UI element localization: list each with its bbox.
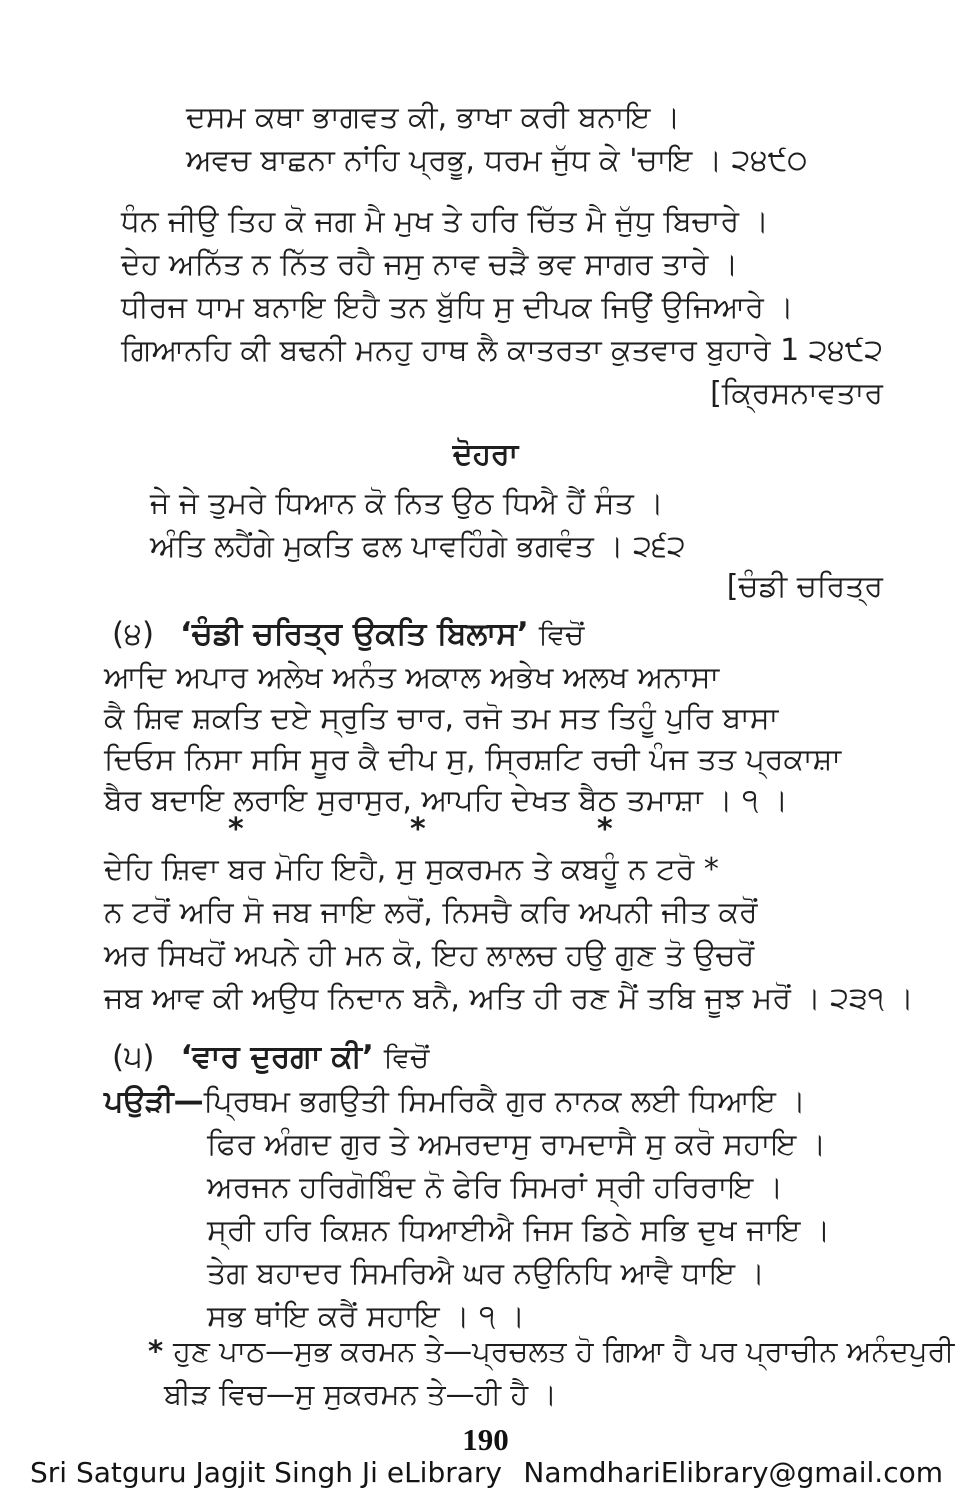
pauri-var-durga xyxy=(104,1080,830,1338)
verse-line: ਆਦਿ ਅਪਾਰ ਅਲੇਖ ਅਨੰਤ ਅਕਾਲ ਅਭੇਖ ਅਲਖ ਅਨਾਸਾ xyxy=(104,660,720,695)
verse-line xyxy=(104,1080,830,1123)
section-number: (੫) xyxy=(112,1039,155,1075)
verse-line: ਅਵਚ ਬਾਛਨਾ ਨਾਂਹਿ ਪ੍ਰਭੂ, ਧਰਮ ਜੁੱਧ ਕੇ 'ਚਾਇ । ੨੪੯੦ xyxy=(186,143,808,178)
footer-library-name: Sri Satguru Jagjit Singh Ji eLibrary xyxy=(30,1456,502,1489)
verse-line: ਜੇ ਜੇ ਤੁਮਰੇ ਧਿਆਨ ਕੋ ਨਿਤ ਉਠ ਧਿਐ ਹੈਂ ਸੰਤ । xyxy=(150,486,664,521)
verse-line: ਨ ਟਰੋਂ ਅਰਿ ਸੋ ਜਬ ਜਾਇ ਲਰੋਂ, ਨਿਸਚੈ ਕਰਿ ਅਪਨੀ ਜੀਤ ਕਰੋਂ xyxy=(104,895,758,930)
footer-email: NamdhariElibrary@gmail.com xyxy=(523,1456,943,1489)
couplet-dohra xyxy=(150,482,686,568)
pauri-label: ਪਉੜੀ— xyxy=(104,1084,204,1119)
verse-line: ਦੇਹਿ ਸ਼ਿਵਾ ਬਰ ਮੋਹਿ ਇਹੈ, ਸੁ ਸੁਕਰਮਨ ਤੇ ਕਬਹੂੰ ਨ ਟਰੋ * xyxy=(104,852,719,887)
section-title: ‘ਵਾਰ ਦੁਰਗਾ ਕੀ’ xyxy=(180,1039,374,1075)
footnote-line xyxy=(148,1330,954,1373)
verse-line: ਦੇਹ ਅਨਿੱਤ ਨ ਨਿੱਤ ਰਹੈ ਜਸੁ ਨਾਵ ਚੜੈ ਭਵ ਸਾਗਰ ਤਾਰੇ । xyxy=(121,247,739,282)
section-suffix: ਵਿਚੋਂ xyxy=(538,618,585,651)
verse-line: ਸ੍ਰੀ ਹਰਿ ਕਿਸ਼ਨ ਧਿਆਈਐ ਜਿਸ ਡਿਠੇ ਸਭਿ ਦੁਖ ਜਾਇ । xyxy=(207,1213,831,1248)
verse-dehi-shiva xyxy=(104,848,914,1020)
pauri-first-line: ਪ੍ਰਿਥਮ ਭਗਉਤੀ ਸਿਮਰਿਕੈ ਗੁਰ ਨਾਨਕ ਲਈ ਧਿਆਇ । xyxy=(203,1084,806,1119)
section-number: (੪) xyxy=(112,616,155,652)
page-number: 190 xyxy=(462,1422,509,1457)
quatrain-dhan-jio xyxy=(121,200,883,372)
section-title: ‘ਚੰਡੀ ਚਰਿਤ੍ਰ ਉਕਤਿ ਬਿਲਾਸ’ xyxy=(180,616,529,652)
verse-line: ਧੀਰਜ ਧਾਮ ਬਨਾਇ ਇਹੈ ਤਨ ਬੁੱਧਿ ਸੁ ਦੀਪਕ ਜਿਉਂ ਉਜਿਆਰੇ । xyxy=(121,290,794,325)
verse-line: ਅੰਤਿ ਲਹੈਂਗੇ ਮੁਕਤਿ ਫਲ ਪਾਵਹਿੰਗੇ ਭਗਵੰਤ । ੨੬੨ xyxy=(150,529,686,564)
dohra-heading: ਦੋਹਰਾ xyxy=(452,437,519,472)
footnote xyxy=(148,1330,954,1416)
couplet-dasam-katha xyxy=(186,96,807,182)
verse-aad-apaar xyxy=(104,657,841,821)
verse-line: ਤੇਗ ਬਹਾਦਰ ਸਿਮਰਿਐ ਘਰ ਨਉਨਿਧਿ ਆਵੈ ਧਾਇ । xyxy=(207,1256,765,1291)
source-attribution-chandi-charitra: [ਚੰਡੀ ਚਰਿਤ੍ਰ xyxy=(726,569,883,604)
section-4-heading xyxy=(112,613,584,656)
verse-line: ਦਿਓਸ ਨਿਸਾ ਸਸਿ ਸੂਰ ਕੈ ਦੀਪ ਸੁ, ਸ੍ਰਿਸ਼ਟਿ ਰਚੀ ਪੰਜ ਤਤ ਪ੍ਰਕਾਸ਼ਾ xyxy=(104,742,842,777)
verse-line: ਧੰਨ ਜੀਉ ਤਿਹ ਕੋ ਜਗ ਮੈ ਮੁਖ ਤੇ ਹਰਿ ਚਿੱਤ ਮੈ ਜੁੱਧੁ ਬਿਚਾਰੇ । xyxy=(121,204,769,239)
verse-line: ਸਭ ਥਾਂਇ ਕਰੈਂ ਸਹਾਇ । ੧ । xyxy=(207,1299,526,1334)
verse-line: ਅਰ ਸਿਖਹੋਂ ਅਪਨੇ ਹੀ ਮਨ ਕੋ, ਇਹ ਲਾਲਚ ਹਉ ਗੁਣ ਤੋ ਉਚਰੋਂ xyxy=(104,938,755,973)
footnote-asterisk: * xyxy=(148,1334,164,1368)
asterisk-mark: * xyxy=(597,812,613,847)
asterisk-mark: * xyxy=(410,812,426,847)
source-attribution-krisanavtar: [ਕ੍ਰਿਸਨਾਵਤਾਰ xyxy=(710,376,883,411)
footnote-line: ਬੀੜ ਵਿਚ—ਸੁ ਸੁਕਰਮਨ ਤੇ—ਹੀ ਹੈ । xyxy=(164,1377,557,1411)
verse-line: ਦਸਮ ਕਥਾ ਭਾਗਵਤ ਕੀ, ਭਾਖਾ ਕਰੀ ਬਨਾਇ । xyxy=(186,100,681,135)
verse-line: ਅਰਜਨ ਹਰਿਗੋਬਿੰਦ ਨੋ ਫੇਰਿ ਸਿਮਰਾਂ ਸ੍ਰੀ ਹਰਿਰਾਇ । xyxy=(207,1170,784,1205)
verse-line: ਫਿਰ ਅੰਗਦ ਗੁਰ ਤੇ ਅਮਰਦਾਸੁ ਰਾਮਦਾਸੈ ਸੁ ਕਰੋ ਸਹਾਇ । xyxy=(207,1127,827,1162)
verse-line: ਜਬ ਆਵ ਕੀ ਅਉਧ ਨਿਦਾਨ ਬਨੈ, ਅਤਿ ਹੀ ਰਣ ਮੈਂ ਤਬਿ ਜੂਝ ਮਰੋਂ । ੨੩੧ । xyxy=(104,981,914,1016)
asterisk-mark: * xyxy=(228,812,244,847)
verse-line: ਗਿਆਨਹਿ ਕੀ ਬਢਨੀ ਮਨਹੁ ਹਾਥ ਲੈ ਕਾਤਰਤਾ ਕੁਤਵਾਰ ਬੁਹਾਰੇ 1 ੨੪੯੨ xyxy=(121,333,884,368)
section-suffix: ਵਿਚੋਂ xyxy=(383,1041,430,1074)
verse-line: ਕੈ ਸ਼ਿਵ ਸ਼ਕਤਿ ਦਏ ਸ੍ਰੁਤਿ ਚਾਰ, ਰਜੋ ਤਮ ਸਤ ਤਿਹੂੰ ਪੁਰਿ ਬਾਸਾ xyxy=(104,701,779,736)
footnote-text: ਹੁਣ ਪਾਠ—ਸੁਭ ਕਰਮਨ ਤੇ—ਪ੍ਰਚਲਤ ਹੋ ਗਿਆ ਹੈ ਪਰ ਪ੍ਰਾਚੀਨ ਅਨੰਦਪੁਰੀ xyxy=(173,1334,955,1368)
section-5-heading xyxy=(112,1036,429,1079)
verse-line: ਬੈਰ ਬਦਾਇ ਲਰਾਇ ਸੁਰਾਸੁਰ, ਆਪਹਿ ਦੇਖਤ ਬੈਠ ਤਮਾਸ਼ਾ । ੧ । xyxy=(104,783,789,818)
